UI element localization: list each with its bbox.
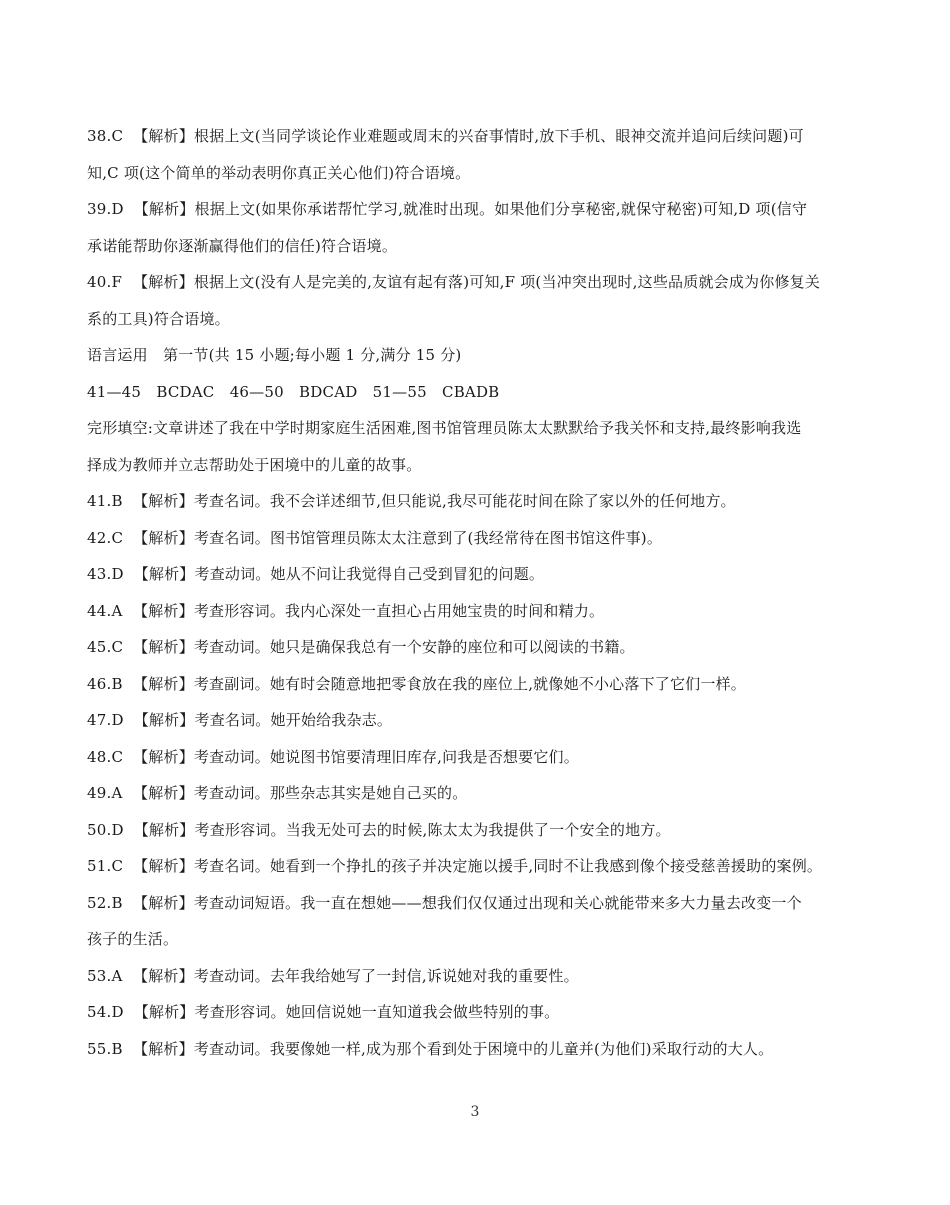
item-number: 41.B: [87, 492, 123, 510]
item-text: 考查名词。她开始给我杂志。: [194, 711, 393, 729]
item-text: 考查动词。我要像她一样,成为那个看到处于困境中的儿童并(为他们)采取行动的大人。: [193, 1039, 774, 1058]
analysis-tag: 【解析】: [133, 127, 194, 145]
analysis-tag: 【解析】: [133, 674, 194, 693]
analysis-tag: 【解析】: [133, 966, 194, 985]
item-text: 考查副词。她有时会随意地把零食放在我的座位上,就像她不小心落下了它们一样。: [193, 674, 746, 693]
section-heading: 语言运用 第一节(共 15 小题;每小题 1 分,满分 15 分): [87, 346, 462, 364]
item-40-line-1: [87, 264, 877, 301]
analysis-tag: 【解析】: [133, 528, 194, 547]
item-52-line-2: 孩子的生活。: [87, 930, 179, 948]
item-text: 考查动词。她说图书馆要清理旧库存,问我是否想要它们。: [193, 747, 579, 766]
analysis-tag: 【解析】: [133, 711, 195, 729]
item-41: [87, 483, 877, 520]
item-38-line-2: 知,C 项(这个简单的举动表明你真正关心他们)符合语境。: [87, 163, 471, 182]
item-number: 45.C: [87, 638, 124, 656]
item-text: 考查名词。我不会详述细节,但只能说,我尽可能花时间在除了家以外的任何地方。: [193, 492, 736, 510]
item-number: 54.D: [87, 1003, 124, 1021]
item-text: 考查形容词。她回信说她一直知道我会做些特别的事。: [194, 1003, 560, 1021]
analysis-tag: 【解析】: [133, 492, 194, 510]
page-number: 3: [470, 1104, 480, 1120]
item-number: 43.D: [87, 565, 124, 583]
item-number: 44.A: [87, 601, 123, 620]
analysis-tag: 【解析】: [133, 893, 194, 912]
passage-summary-line-1: 完形填空:文章讲述了我在中学时期家庭生活困难,图书馆管理员陈太太默默给予我关怀和支持,最终影响我选: [87, 419, 802, 437]
item-text: 考查形容词。我内心深处一直担心占用她宝贵的时间和精力。: [193, 601, 605, 620]
item-number: 53.A: [87, 966, 123, 985]
item-50: [87, 812, 877, 849]
analysis-tag: 【解析】: [133, 857, 194, 875]
analysis-tag: 【解析】: [133, 1039, 194, 1058]
analysis-tag: 【解析】: [133, 784, 194, 802]
item-text: 考查动词。她只是确保我总有一个安静的座位和可以阅读的书籍。: [193, 638, 635, 656]
analysis-tag: 【解析】: [133, 820, 195, 839]
item-text: 根据上文(如果你承诺帮忙学习,就准时出现。如果他们分享秘密,就保守秘密)可知,D 项(信守: [194, 200, 808, 218]
answer-key-content: [87, 118, 877, 1067]
item-text: 根据上文(没有人是完美的,友谊有起有落)可知,F 项(当冲突出现时,这些品质就会成为你修复关: [193, 273, 821, 291]
item-text: 考查动词。那些杂志其实是她自己买的。: [193, 784, 468, 802]
analysis-tag: 【解析】: [133, 565, 195, 583]
item-text: 根据上文(当同学谈论作业难题或周末的兴奋事情时,放下手机、眼神交流并追问后续问题)可: [193, 127, 804, 145]
analysis-tag: 【解析】: [133, 601, 194, 620]
item-39-line-1: [87, 191, 877, 228]
item-49: [87, 775, 877, 812]
item-number: 40.F: [87, 273, 123, 291]
item-number: 55.B: [87, 1039, 123, 1058]
item-40-line-2: 系的工具)符合语境。: [87, 309, 230, 328]
item-number: 50.D: [87, 820, 124, 839]
item-text: 考查名词。她看到一个挣扎的孩子并决定施以援手,同时不让我感到像个接受慈善援助的案例。: [193, 857, 823, 875]
item-number: 42.C: [87, 528, 124, 547]
item-45: [87, 629, 877, 666]
item-38-line-1: [87, 118, 877, 155]
passage-summary-line-2: 择成为教师并立志帮助处于困境中的儿童的故事。: [87, 455, 422, 474]
item-44: [87, 593, 877, 630]
analysis-tag: 【解析】: [133, 273, 194, 291]
analysis-tag: 【解析】: [133, 638, 194, 656]
analysis-tag: 【解析】: [133, 1003, 195, 1021]
item-text: 考查动词。她从不问让我觉得自己受到冒犯的问题。: [194, 565, 545, 583]
item-text: 考查名词。图书馆管理员陈太太注意到了(我经常待在图书馆这件事)。: [193, 528, 663, 547]
item-number: 38.C: [87, 127, 124, 145]
analysis-tag: 【解析】: [133, 747, 194, 766]
analysis-tag: 【解析】: [133, 200, 195, 218]
item-48: [87, 739, 877, 776]
item-number: 48.C: [87, 747, 124, 766]
item-55: [87, 1031, 877, 1068]
item-number: 39.D: [87, 200, 124, 218]
item-number: 46.B: [87, 674, 123, 693]
item-42: [87, 520, 877, 557]
item-39-line-2: 承诺能帮助你逐渐赢得他们的信任)符合语境。: [87, 236, 398, 255]
item-52-line-1: [87, 885, 877, 922]
item-51: [87, 848, 877, 885]
item-text: 考查形容词。当我无处可去的时候,陈太太为我提供了一个安全的地方。: [194, 820, 671, 839]
item-text: 考查动词。去年我给她写了一封信,诉说她对我的重要性。: [193, 966, 579, 985]
item-number: 51.C: [87, 857, 124, 875]
item-number: 52.B: [87, 893, 123, 912]
item-number: 47.D: [87, 711, 124, 729]
item-53: [87, 958, 877, 995]
item-54: [87, 994, 877, 1031]
item-number: 49.A: [87, 784, 123, 802]
item-47: [87, 702, 877, 739]
answer-list: 41—45 BCDAC 46—50 BDCAD 51—55 CBADB: [87, 382, 500, 401]
item-43: [87, 556, 877, 593]
item-text: 考查动词短语。我一直在想她——想我们仅仅通过出现和关心就能带来多大力量去改变一个: [193, 893, 802, 912]
item-46: [87, 666, 877, 703]
